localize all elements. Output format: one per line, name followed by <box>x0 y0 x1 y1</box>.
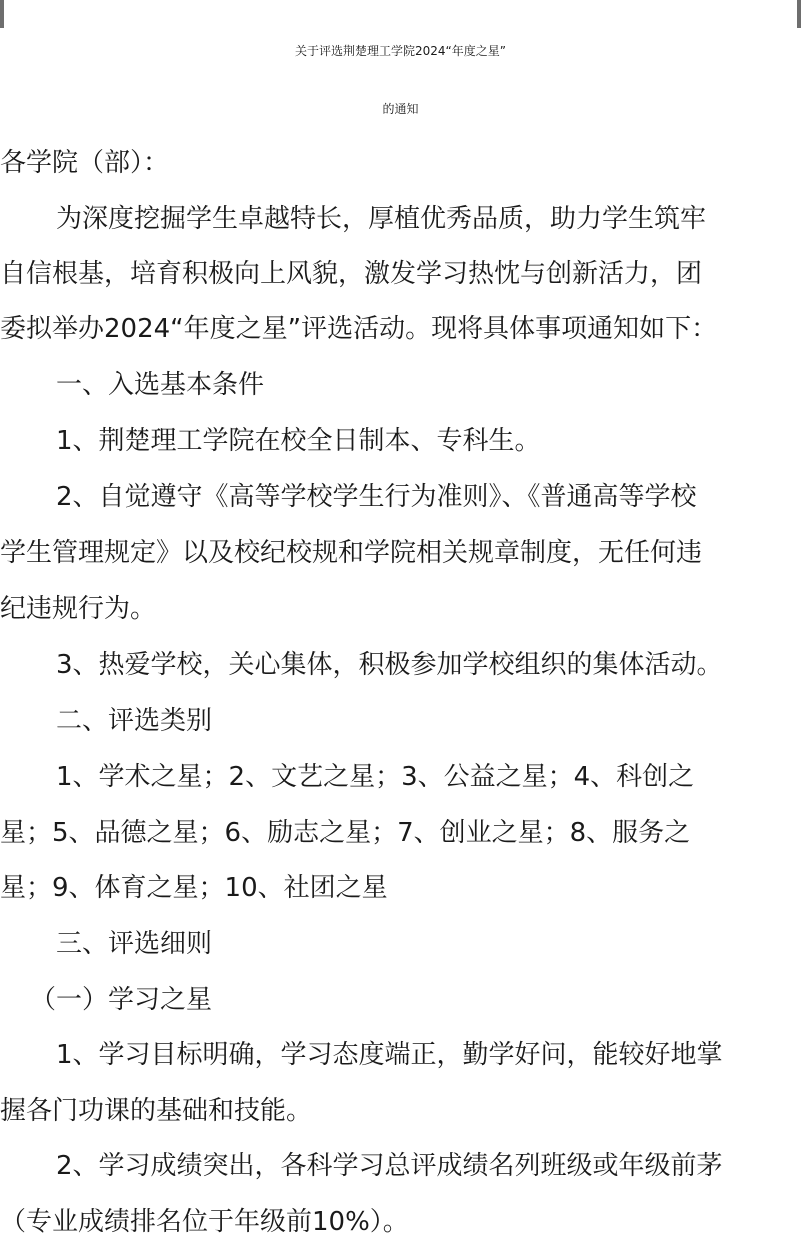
condition-item: 3、热爱学校，关心集体，积极参加学校组织的集体活动。 <box>56 650 723 680</box>
intro-paragraph-line: 为深度挖掘学生卓越特长，厚植优秀品质，助力学生筑牢 <box>56 204 707 234</box>
page-edge-mark <box>797 0 801 28</box>
document-title-continued: 的通知 <box>382 102 419 116</box>
condition-item-continued: 纪违规行为。 <box>0 594 157 624</box>
rule-item-continued: 握各门功课的基础和技能。 <box>0 1096 313 1126</box>
category-list-line: 星；9、体育之星；10、社团之星 <box>0 873 388 903</box>
page-edge-mark <box>0 0 4 28</box>
salutation: 各学院（部）： <box>0 148 170 178</box>
section-heading-rules: 三、评选细则 <box>56 929 213 959</box>
condition-item: 1、荆楚理工学院在校全日制本、专科生。 <box>56 426 541 456</box>
condition-item: 2、自觉遵守《高等学校学生行为准则》、《普通高等学校 <box>56 482 697 512</box>
condition-item-continued: 学生管理规定》以及校纪校规和学院相关规章制度，无任何违 <box>0 538 703 568</box>
category-list-line: 星；5、品德之星；6、励志之星；7、创业之星；8、服务之 <box>0 818 691 848</box>
rule-item: 1、学习目标明确，学习态度端正，勤学好问，能较好地掌 <box>56 1040 723 1070</box>
intro-paragraph-line: 自信根基，培育积极向上风貌，激发学习热忱与创新活力，团 <box>0 259 703 289</box>
document-title: 关于评选荆楚理工学院2024“年度之星” <box>295 44 506 58</box>
subsection-heading-study-star: （一）学习之星 <box>30 985 213 1015</box>
rule-item: 2、学习成绩突出，各科学习总评成绩名列班级或年级前茅 <box>56 1151 723 1181</box>
intro-paragraph-line: 委拟举办2024“年度之星”评选活动。现将具体事项通知如下： <box>0 314 718 344</box>
section-heading-conditions: 一、入选基本条件 <box>56 370 265 400</box>
rule-item-continued: （专业成绩排名位于年级前10%）。 <box>0 1207 409 1237</box>
category-list-line: 1、学术之星；2、文艺之星；3、公益之星；4、科创之 <box>56 762 695 792</box>
section-heading-categories: 二、评选类别 <box>56 706 213 736</box>
